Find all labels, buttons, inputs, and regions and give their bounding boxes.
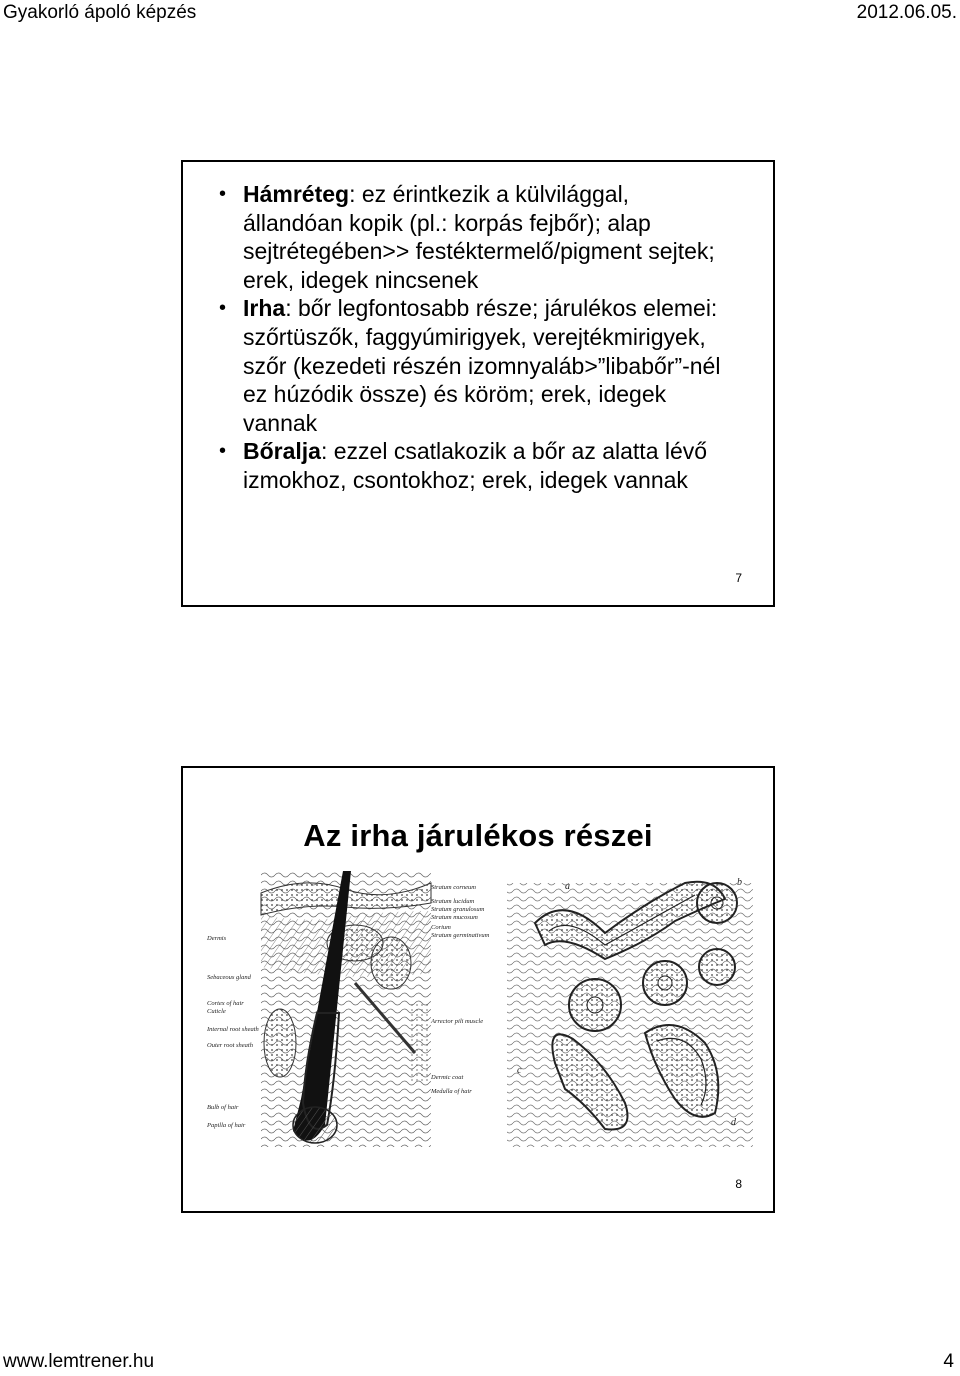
document-footer-url: www.lemtrener.hu xyxy=(3,1351,155,1372)
figure-label: Stratum granulosum xyxy=(431,906,485,913)
bullet-list xyxy=(213,180,733,495)
figure-label: Cortex of hair xyxy=(207,1000,244,1007)
figure-label: Dermis xyxy=(207,935,227,942)
slide-8 xyxy=(181,766,775,1213)
bullet-term: Bőralja xyxy=(243,438,321,465)
figure-label: Arrector pili muscle xyxy=(431,1018,484,1025)
figure-svg xyxy=(205,863,753,1155)
skin-histology-figure xyxy=(205,863,753,1155)
figure-label: Stratum germinativum xyxy=(431,932,490,939)
figure-label: Outer root sheath xyxy=(207,1042,253,1049)
bullet-item-boralja xyxy=(213,437,733,494)
document-header-date: 2012.06.05. xyxy=(856,2,957,23)
slide-page-number: 7 xyxy=(735,571,742,585)
figure-label: Papilla of hair xyxy=(207,1122,246,1129)
slide-title: Az irha járulékos részei xyxy=(303,818,653,853)
bullet-term: Hámréteg xyxy=(243,181,350,207)
figure-label: Dermic coat xyxy=(431,1074,464,1081)
bullet-dot-icon: • xyxy=(219,440,227,463)
sweat-gland-illustration xyxy=(507,882,753,1147)
bullet-dot-icon: • xyxy=(219,297,227,320)
figure-label: Bulb of hair xyxy=(207,1104,239,1111)
document-header-title: Gyakorló ápoló képzés xyxy=(3,2,197,23)
figure-label: Medulla of hair xyxy=(431,1088,472,1095)
bullet-text: : ezzel csatlakozik a bőr az alatta lévő izmokhoz, csontokhoz; erek, idegek vannak xyxy=(243,438,708,493)
bullet-text: : ez érintkezik a külvilággal, állandóan kopik (pl.: korpás fejbőr); alap sejtrétegében>> festéktermelő/pigment sejtek; erek, idegek nincsenek xyxy=(243,181,715,293)
hair-follicle-illustration xyxy=(261,871,431,1147)
figure-label: Stratum corneum xyxy=(431,884,476,891)
figure-letter: c xyxy=(517,1065,522,1076)
slide-page-number: 8 xyxy=(735,1177,742,1191)
figure-letter: a xyxy=(565,881,570,892)
figure-label: Corium xyxy=(431,924,451,931)
figure-label: Cuticle xyxy=(207,1008,226,1015)
bullet-item-irha xyxy=(213,294,733,437)
bullet-item-hamreteg xyxy=(213,180,733,294)
figure-letter: b xyxy=(737,877,742,888)
figure-label: Sebaceous gland xyxy=(207,974,251,981)
document-page-number: 4 xyxy=(943,1351,954,1372)
bullet-text: : bőr legfontosabb része; járulékos elemei: szőrtüszők, faggyúmirigyek, verejtékmirigyek, szőr (kezedeti részén izomnyaláb>”libabőr”-nél ez húzódik össze) és köröm; erek, idegek vannak xyxy=(243,295,721,436)
bullet-term: Irha xyxy=(243,295,286,322)
figure-label: Stratum lucidum xyxy=(431,898,475,905)
bullet-dot-icon: • xyxy=(219,183,227,205)
slide-7 xyxy=(181,160,775,607)
figure-label: Stratum mucosum xyxy=(431,914,478,921)
figure-label: Internal root sheath xyxy=(207,1026,259,1033)
figure-letter: d xyxy=(731,1117,736,1128)
